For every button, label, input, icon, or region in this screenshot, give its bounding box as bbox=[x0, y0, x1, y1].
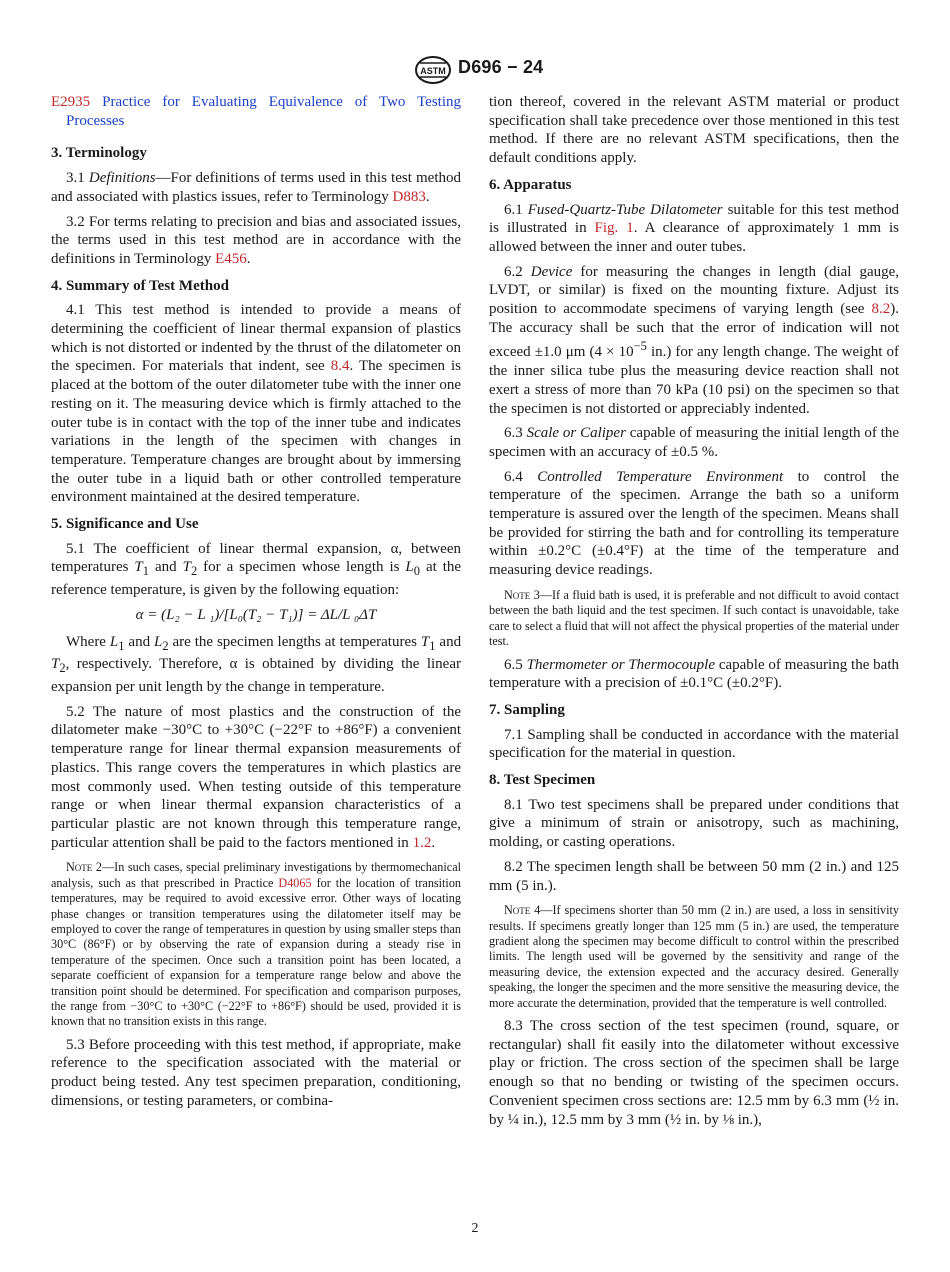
logo-text: ASTM bbox=[420, 66, 446, 76]
para-7-1: 7.1 Sampling shall be conducted in accordance with the material specification for the material in question. bbox=[489, 726, 899, 762]
para-6-3: 6.3 Scale or Caliper capable of measuring the initial length of the specimen with an accuracy of ±0.5 %. bbox=[489, 425, 900, 460]
expansion-equation: α = (L₂ − L ₁)/[L₀(T₂ − T₁)] = ΔL/L ₀ΔT bbox=[135, 606, 377, 623]
para-8-2: 8.2 The specimen length shall be between 50 mm (2 in.) and 125 mm (5 in.). bbox=[489, 858, 899, 894]
para-8-1: 8.1 Two test specimens shall be prepared under conditions that give a minimum of strain or anisotropy, such as machining, molding, or casting operations. bbox=[489, 796, 899, 851]
para-3-1: 3.1 Definitions—For definitions of terms used in this test method and associated with plastics issues, refer to Terminology D883. bbox=[51, 170, 461, 205]
section-4-heading: 4. Summary of Test Method bbox=[51, 277, 229, 294]
section-8-heading: 8. Test Specimen bbox=[489, 772, 596, 789]
para-5-2: 5.2 The nature of most plastics and the construction of the dilatometer make −30°C to +30°C (−22°F to +86°F) a convenient temperature range for linear thermal expansion measurements of plastics. This range covers the temperatures in which plastics are most commonly used. When testing outside of this temperature range or when linear thermal expansion characteristics of a particular plastic are not known through this temperature range, particular attention shall be paid to the factors mentioned in 1.2. bbox=[51, 703, 461, 851]
link-8-2[interactable]: 8.2 bbox=[871, 301, 891, 318]
link-1-2[interactable]: 1.2 bbox=[412, 834, 432, 851]
section-6-heading: 6. Apparatus bbox=[489, 176, 572, 193]
para-5-1: 5.1 The coefficient of linear thermal expansion, α, between temperatures $T_1$ and $T_2$ for a specimen whose length is $L_0$ at the reference temperature, is given by the following equation: bbox=[51, 540, 462, 599]
link-e456[interactable]: E456 bbox=[215, 250, 247, 267]
link-fig-1[interactable]: Fig. 1 bbox=[594, 220, 634, 237]
link-8-4[interactable]: 8.4 bbox=[330, 358, 350, 375]
left-column bbox=[51, 93, 461, 1117]
link-d883[interactable]: D883 bbox=[392, 188, 426, 205]
para-6-1: 6.1 Fused-Quartz-Tube Dilatometer suitable for this test method is illustrated in Fig. 1. A clearance of approximately 1 mm is allowed between the inner and outer tubes. bbox=[489, 201, 900, 255]
para-8-3: 8.3 The cross section of the test specimen (round, square, or rectangular) shall fit easily into the dilatometer without excessive play or friction. The cross section of the specimen shall be large enough so that no bending or twisting of the specimen occurs. Convenient specimen cross sections are: 12.5 mm by 6.3 mm (½ in. by ¼ in.), 12.5 mm by 3 mm (½ in. by ⅛ in.), bbox=[489, 1018, 899, 1128]
page-header bbox=[0, 55, 950, 85]
right-column bbox=[489, 93, 899, 1135]
para-6-4: 6.4 Controlled Temperature Environment to control the temperature of the specimen. Arrange the bath so a uniform temperature is assured over the length of the specimen. Means shall be provided for stirring the bath and for controlling its temperature within ±0.2°C (±0.4°F) at the time of the temperature and measuring device readings. bbox=[489, 468, 900, 579]
ref-title-link[interactable]: Practice for Evaluating Equivalence of Two Testing Processes bbox=[66, 94, 462, 129]
note-4: Note 4—If specimens shorter than 50 mm (2 in.) are used, a loss in sensitivity results. If specimens greatly longer than 125 mm (5 in.) are used, the temperature gradient along the specimen may become difficult to control within the prescribed limits. The length used will be governed by the sensitivity and range of the measuring device, the extension expected and the accuracy desired. Generally speaking, the longer the specimen and the more sensitive the measuring device, the more accurate the determination, provided that the temperature is well controlled. bbox=[489, 903, 899, 1010]
note-2: Note 2—In such cases, special preliminary investigations by thermomechanical analysis, such as that prescribed in Practice D4065 for the location of transition temperatures, may be required to avoid excessive error. Other ways of locating phase changes or transition temperatures using the dilatometer itself may be employed to cover the range of temperatures in question by using smaller steps than 30°C (86°F) or by observing the rate of expansion during a steady rise in temperature of the specimen. Once such a transition point has been located, a separate coefficient of expansion for a temperature range below and above the transition point should be determined. For specification and comparison purposes, the range from −30°C to +30°C (−22°F to +86°F) should be used, provided it is known that no transition exists in this range. bbox=[51, 860, 462, 1029]
para-4-1: 4.1 This test method is intended to provide a means of determining the coefficient of linear thermal expansion of plastics which is not distorted or indented by the thrust of the dilatometer on the specimen. For materials that indent, see 8.4. The specimen is placed at the bottom of the outer dilatometer tube with the inner one resting on it. The measuring device which is firmly attached to the outer tube is in contact with the top of the inner tube and indicates variations in the length of the specimen with changes in temperature. Temperature changes are brought about by immersing the outer tube in a liquid bath or other controlled temperature environment maintained at the desired temperature. bbox=[51, 302, 462, 506]
para-5-3: 5.3 Before proceeding with this test method, if appropriate, make reference to the specification associated with the material or product being tested. Any test specimen preparation, conditioning, dimensions, or testing parameters, or combina- bbox=[51, 1036, 461, 1109]
para-5-3-continued: tion thereof, covered in the relevant ASTM material or product specification shall take precedence over those mentioned in this test method. If there are no relevant ASTM specifications, then the default conditions apply. bbox=[489, 94, 899, 167]
ref-code-link[interactable]: E2935 bbox=[51, 94, 91, 110]
link-d4065[interactable]: D4065 bbox=[278, 875, 312, 890]
para-3-2: 3.2 For terms relating to precision and bias and associated issues, the terms used in this test method are in accordance with the definitions in Terminology E456. bbox=[51, 213, 461, 267]
document-designation: D696 − 24 bbox=[458, 57, 544, 77]
para-6-2: 6.2 Device for measuring the changes in length (dial gauge, LVDT, or similar) is fixed on the mounting fixture. Adjust its position to accommodate specimens of varying length (see 8.2). The accuracy shall be such that the error of indication will not exceed ±1.0 μm ($4 \times 10^{-5}$ in.) for any length change. The weight of the inner silica tube plus the measuring device reaction shall not exert a stress of more than 70 kPa (10 psi) on the specimen so that the specimen is not distorted or appreciably indented. bbox=[489, 263, 900, 417]
note-3: Note 3—If a fluid bath is used, it is preferable and not difficult to avoid contact between the bath liquid and the test specimen. If such contact is unavoidable, take care to select a fluid that will not affect the physical properties of the material under test. bbox=[489, 587, 900, 649]
section-5-heading: 5. Significance and Use bbox=[51, 516, 199, 533]
astm-logo-icon bbox=[414, 55, 452, 85]
section-7-heading: 7. Sampling bbox=[489, 701, 565, 718]
page-number: 2 bbox=[471, 1221, 479, 1236]
reference-e2935 bbox=[51, 93, 461, 130]
section-3-heading: 3. Terminology bbox=[51, 145, 147, 162]
para-6-5: 6.5 Thermometer or Thermocouple capable of measuring the bath temperature with a precision of ±0.1°C (±0.2°F). bbox=[489, 656, 899, 692]
para-where: Where $L_1$ and $L_2$ are the specimen lengths at temperatures $T_1$ and $T_2$, respectively. Therefore, α is obtained by dividing the linear expansion per unit length by the change in temperature. bbox=[51, 633, 462, 695]
